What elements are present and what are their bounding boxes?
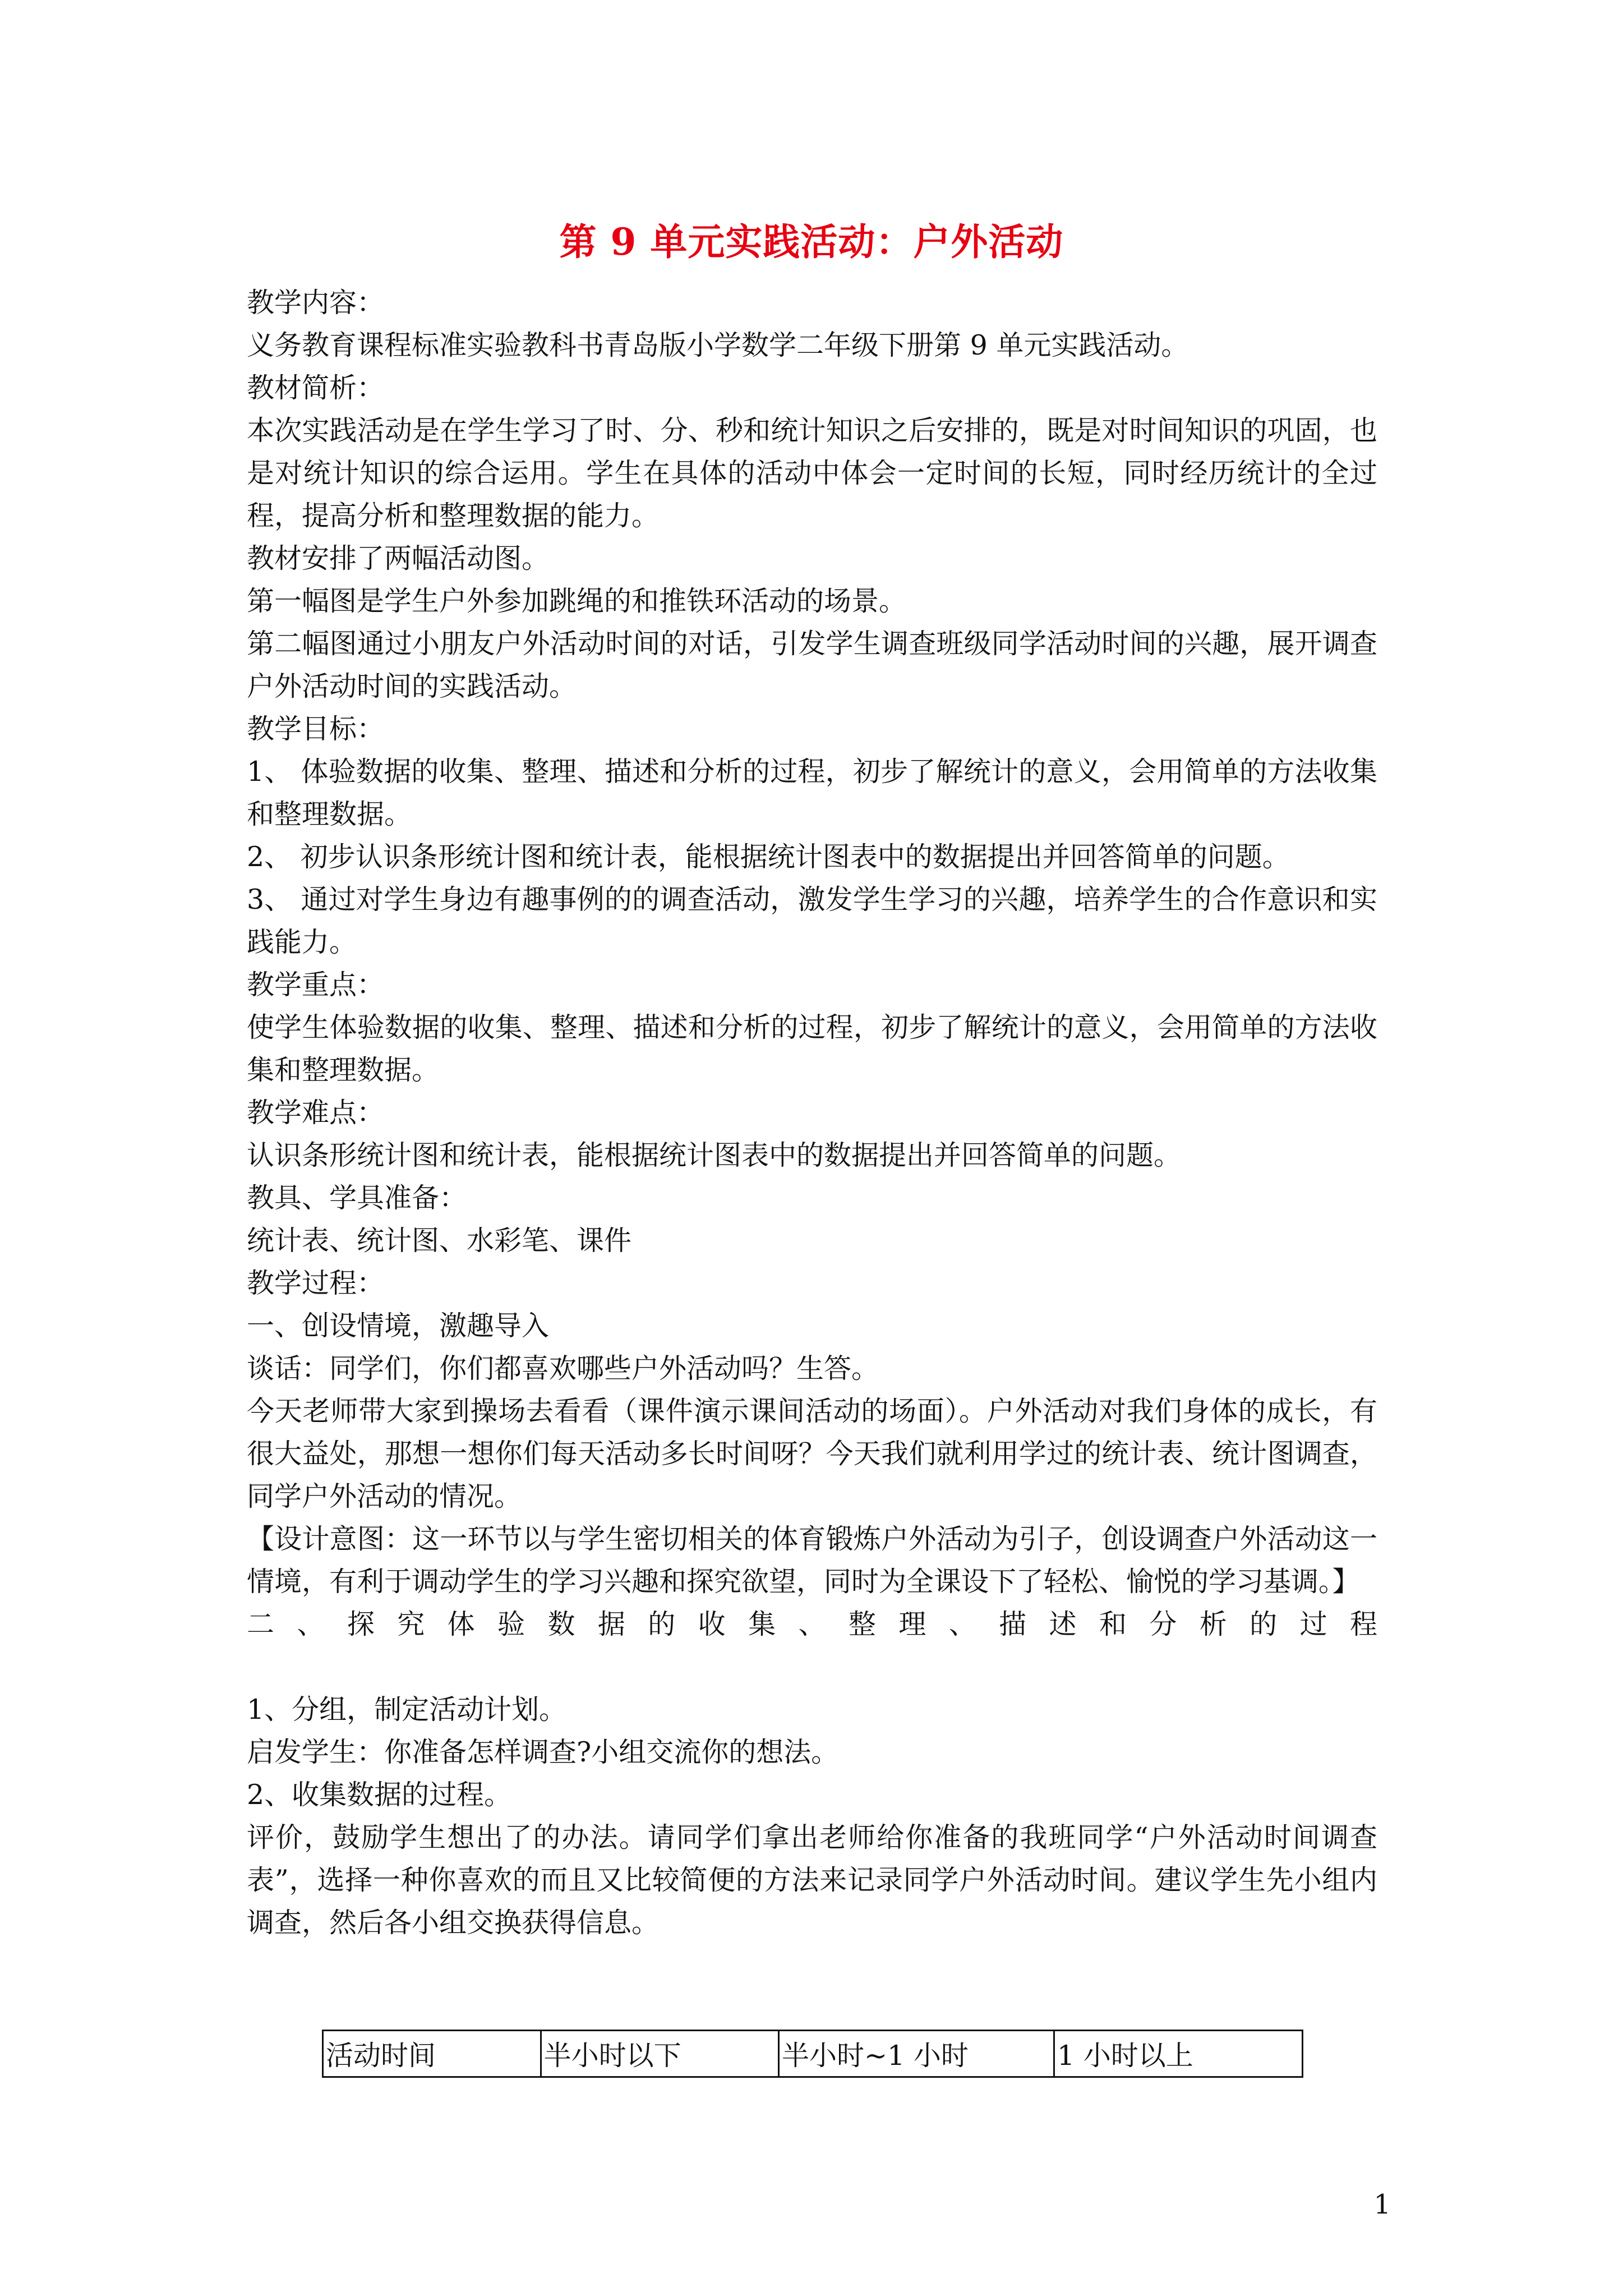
heading-teaching-process: 教学过程： <box>247 1267 385 1299</box>
paragraph: 本次实践活动是在学生学习了时、分、秒和统计知识之后安排的，既是对时间知识的巩固，也是对统计知识的综合运用。学生在具体的活动中体会一定时间的长短，同时经历统计的全过程，提高分析和整理数据的能力。 <box>247 415 1377 532</box>
document-body <box>247 282 1377 1944</box>
paragraph: 教材安排了两幅活动图。 <box>247 542 550 574</box>
step-2: 2、收集数据的过程。 <box>247 1779 512 1811</box>
activity-time-table <box>322 2030 1303 2078</box>
heading-materials: 教具、学具准备： <box>247 1182 467 1214</box>
goal-item-3: 3、 通过对学生身边有趣事例的的调查活动，激发学生学习的兴趣，培养学生的合作意识和实践能力。 <box>247 884 1377 958</box>
paragraph: 第一幅图是学生户外参加跳绳的和推铁环活动的场景。 <box>247 585 907 617</box>
paragraph: 谈话：同学们，你们都喜欢哪些户外活动吗？生答。 <box>247 1352 879 1384</box>
heading-key-points: 教学重点： <box>247 969 385 1001</box>
table-cell: 1 小时以上 <box>1054 2031 1302 2077</box>
paragraph: 认识条形统计图和统计表，能根据统计图表中的数据提出并回答简单的问题。 <box>247 1139 1182 1171</box>
page-number: 1 <box>1373 2189 1391 2220</box>
table-cell: 半小时~1 小时 <box>779 2031 1054 2077</box>
table-cell: 半小时以下 <box>541 2031 778 2077</box>
heading-teaching-goals: 教学目标： <box>247 713 385 745</box>
paragraph: 统计表、统计图、水彩笔、课件 <box>247 1225 632 1257</box>
paragraph: 今天老师带大家到操场去看看（课件演示课间活动的场面）。户外活动对我们身体的成长，有很大益处，那想一想你们每天活动多长时间呀？今天我们就利用学过的统计表、统计图调查，同学户外活动的情况。 <box>247 1395 1377 1512</box>
paragraph: 义务教育课程标准实验教科书青岛版小学数学二年级下册第 9 单元实践活动。 <box>247 329 1189 361</box>
section-1-heading: 一、创设情境，激趣导入 <box>247 1310 550 1342</box>
goal-item-1: 1、 体验数据的收集、整理、描述和分析的过程，初步了解统计的意义，会用简单的方法收集和整理数据。 <box>247 756 1377 830</box>
document-title: 第 9 单元实践活动：户外活动 <box>559 220 1064 264</box>
paragraph: 启发学生：你准备怎样调查?小组交流你的想法。 <box>247 1736 839 1768</box>
section-2-heading: 二 、 探 究 体 验 数 据 的 收 集 、 整 理 、 描 述 和 分 析 的 过 程 <box>247 1608 1377 1640</box>
heading-difficulties: 教学难点： <box>247 1097 385 1129</box>
paragraph: 使学生体验数据的收集、整理、描述和分析的过程，初步了解统计的意义，会用简单的方法收集和整理数据。 <box>247 1011 1377 1086</box>
blank-line <box>247 1646 1377 1688</box>
table-cell: 活动时间 <box>323 2031 541 2077</box>
heading-teaching-content: 教学内容： <box>247 287 385 319</box>
design-intent-note: 【设计意图：这一环节以与学生密切相关的体育锻炼户外活动为引子，创设调查户外活动这一情境，有利于调动学生的学习兴趣和探究欲望，同时为全课设下了轻松、愉悦的学习基调。】 <box>247 1523 1377 1598</box>
goal-item-2: 2、 初步认识条形统计图和统计表，能根据统计图表中的数据提出并回答简单的问题。 <box>247 841 1290 873</box>
paragraph: 评价，鼓励学生想出了的办法。请同学们拿出老师给你准备的我班同学“户外活动时间调查表”，选择一种你喜欢的而且又比较简便的方法来记录同学户外活动时间。建议学生先小组内调查，然后各小组交换获得信息。 <box>247 1821 1377 1939</box>
heading-material-analysis: 教材简析： <box>247 372 385 404</box>
step-1: 1、分组，制定活动计划。 <box>247 1694 567 1726</box>
paragraph: 第二幅图通过小朋友户外活动时间的对话，引发学生调查班级同学活动时间的兴趣，展开调查户外活动时间的实践活动。 <box>247 628 1377 702</box>
table-row <box>323 2031 1303 2077</box>
